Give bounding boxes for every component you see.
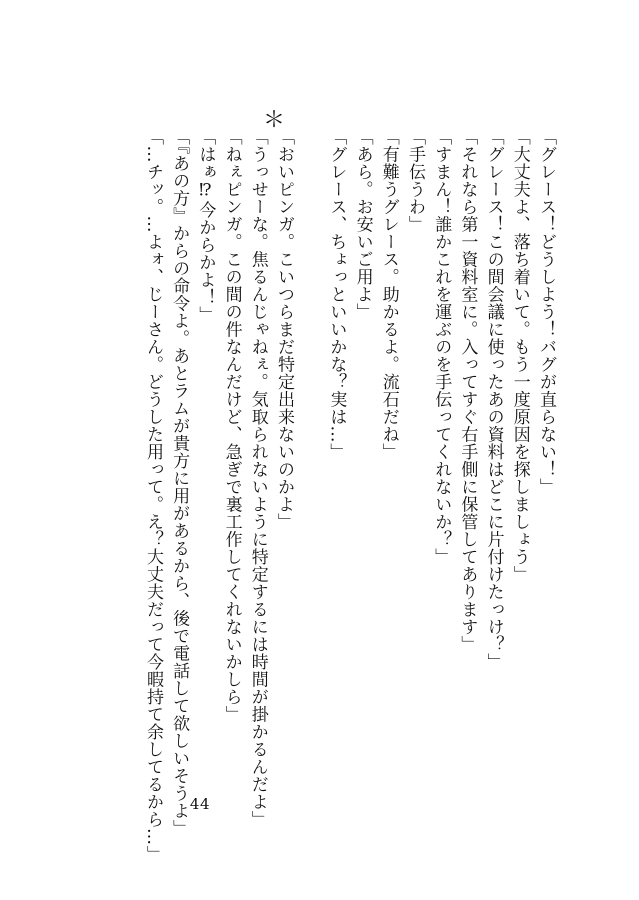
dialogue-line: 「『あの方』からの命令よ。あとラムが貴方に用があるから、後で電話して欲しいそうよ」 (169, 128, 190, 837)
dialogue-line: 「うっせーな。焦るんじゃねぇ。気取られないように特定するには時間が掛かるんだよ」 (247, 128, 268, 828)
dialogue-line: 「あら。お安いご用よ」 (352, 128, 373, 321)
page-number: 44 (189, 795, 210, 813)
dialogue-line: 「それなら第一資料室に。入ってすぐ右手側に保管してあります」 (457, 128, 478, 653)
dialogue-line: 「グレース！この間会議に使ったあの資料はどこに片付けたっけ？」 (483, 128, 504, 671)
scene-break-asterisk: ＊ (263, 108, 286, 133)
dialogue-line: 「有難うグレース。助かるよ。流石だね」 (378, 128, 399, 461)
dialogue-line: 「おいピンガ。こいつらまだ特定出来ないのかよ」 (273, 128, 294, 531)
dialogue-line: 「はぁ⁉今からかよ！」 (195, 128, 216, 324)
dialogue-line: 「グレース、ちょっといいかな？実は…」 (326, 128, 347, 461)
dialogue-line: 「大丈夫よ、落ち着いて。もう一度原因を探しましょう」 (509, 128, 530, 583)
blank-line (297, 128, 323, 768)
dialogue-line: 「すまん！誰かこれを運ぶのを手伝ってくれないか？」 (431, 128, 452, 566)
dialogue-line: 「グレース！どうしよう！バグが直らない！」 (536, 128, 556, 496)
dialogue-line: 「…チッ。…よォ、じーさん。どうした用って。え？大丈夫だって今暇持て余してるから…」 (142, 128, 163, 863)
dialogue-line: 「手伝うわ」 (404, 128, 425, 233)
dialogue-line: 「ねぇピンガ。この間の件なんだけど、急ぎで裏工作してくれないかしら」 (221, 128, 242, 723)
